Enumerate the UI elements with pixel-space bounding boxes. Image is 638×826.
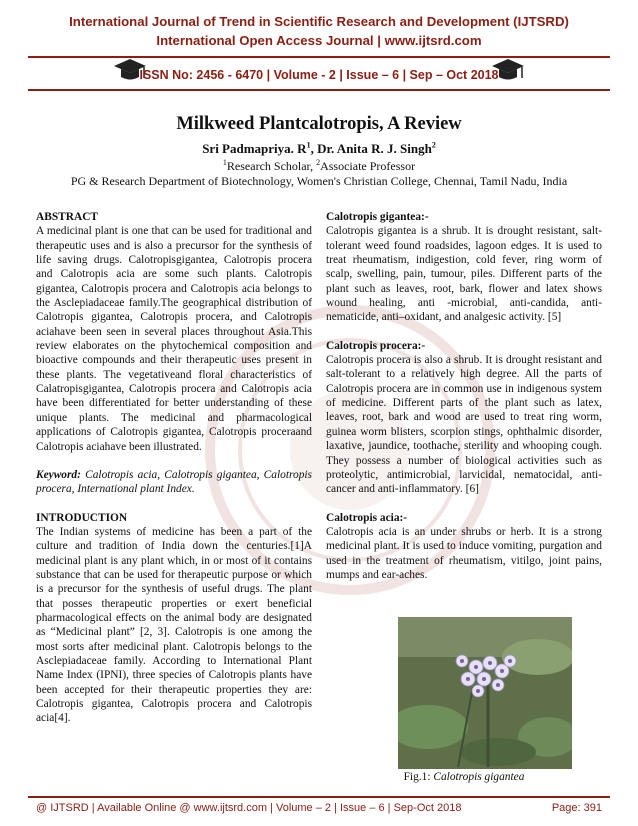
section-procera-text: Calotropis procera is also a shrub. It is drought resistant and salt-tolerant to a relatively high degree. All the parts of Calotropis procera are in common use in indigenous system of medicine. Different parts of the plant such as latex, leaves, root, bark and wood are used to treat ring worm, guinea worm blisters, scorpion stings, ophthalmic disorder, laxative, jaundice, toothache, sterility and whooping cough. They possess a number of biological activities such as proteolytic, antimicrobial, larvicidal, nematocidal, anti-cancer and anti-inflammatory. [6]	[326, 354, 602, 496]
author-2: Dr. Anita R. J. Singh	[317, 141, 432, 156]
section-acia-heading: Calotropis acia:-	[326, 511, 408, 524]
introduction-text: The Indian systems of medicine has been a part of the culture and tradition of India down the centuries.[1]A medicinal plant is any plant which, in or most of it contains substance that can be used for therapeutic purpose or which is a precursor for the synthesis of useful drugs. The plant that posses therapeutic properties or exert beneficial pharmacological effects on the animal body are designated as “Medicinal plant” [2, 3]. Calotropis is one among the most sorts after medicinal plant. Calotropis belongs to the Asclepiadaceae family. According to International Plant Name Index (IPNI), three species of Calotropis plants have been accepted for their therapeutic properties they are: Calotropis gigantea, Calotropis procera and Calotropis acia[4].	[36, 525, 312, 725]
abstract-heading: ABSTRACT	[36, 211, 99, 223]
page-number: Page: 391	[551, 802, 602, 814]
affiliation-roles	[0, 159, 638, 174]
page-footer	[36, 802, 602, 814]
footer-divider	[28, 796, 610, 798]
figure-caption	[326, 771, 602, 783]
figure-name: Calotropis gigantea	[433, 771, 525, 783]
figure-label: Fig.1:	[403, 771, 434, 783]
abstract-text: A medicinal plant is one that can be used for traditional and therapeutic uses and is also a precursor for the synthesis of life saving drugs. Calotropisgigantea, Calotropis procera and Calotropis acia are some such plants. Calotropis gigantea, Calotropis procera and Calotropis acia belongs to the Asclepiadaceae family.The geographical distribution of Calotropis gigantea, Calotropis procera, and Calotropis aciahave been seen in several places throughout Asia.This review elaborates on the phytochemical composition and bioactive compounds and their therapeutic uses present in these plants. The vegetativeand floral characteristics of Calatropisgigantea, Calotropis procera and Calotropis acia have been differentiated for better understanding of these unique plants. The medicinal and pharmacological applications of Calotropis gigantea, Calotropis proceraand Calotropis aciahave been illustrated.	[36, 225, 312, 453]
affil-sup-1: 1	[222, 158, 227, 167]
affil-role-1: Research Scholar,	[226, 159, 317, 173]
author-2-affil: 2	[431, 140, 436, 150]
paper-title: Milkweed Plantcalotropis, A Review	[176, 114, 462, 134]
author-sep: ,	[310, 141, 318, 156]
section-procera-heading: Calotropis procera:-	[326, 339, 426, 352]
affiliation-institution: PG & Research Department of Biotechnology, Women's Christian College, Chennai, Tamil Nadu, India	[70, 174, 568, 188]
section-gigantea-text: Calotropis gigantea is a shrub. It is drought resistant, salt-tolerant weed found roadsides, lagoon edges. It is used to treat rheumatism, indigestion, cold fever, ring worm of scalp, swelling, pain, tumour, piles. Different parts of the plant such as leaves, root, bark, flower and latex shows wound healing, anti -microbial, anti-candida, anti-nematicide, anti–oxidant, and analgesic activity. [5]	[326, 225, 602, 324]
section-gigantea-heading: Calotropis gigantea:-	[326, 211, 429, 223]
right-column	[326, 210, 602, 582]
journal-title: International Journal of Trend in Scientific Research and Development (IJTSRD)	[69, 14, 569, 29]
keywords	[36, 468, 312, 497]
footer-info: @ IJTSRD | Available Online @ www.ijtsrd.com | Volume – 2 | Issue – 6 | Sep-Oct 2018	[36, 802, 462, 814]
author-1-affil: 1	[306, 140, 311, 150]
affil-role-2: Associate Professor	[320, 159, 416, 173]
introduction-heading: INTRODUCTION	[36, 511, 128, 524]
author-line	[0, 141, 638, 157]
keyword-text: Calotropis acia, Calotropis gigantea, Calotropis procera, International plant Index.	[36, 468, 312, 496]
journal-header	[0, 0, 638, 96]
issn-line: ISSN No: 2456 - 6470 | Volume - 2 | Issue – 6 | Sep – Oct 2018	[139, 68, 499, 82]
affil-sup-2: 2	[316, 158, 321, 167]
left-column	[36, 210, 312, 726]
author-1: Sri Padmapriya. R	[202, 141, 307, 156]
header-divider-bottom	[28, 89, 610, 91]
section-acia-text: Calotropis acia is an under shrubs or herb. It is a strong medicinal plant. It is used to induce vomiting, purgation and used in the treatment of rheumatism, vitilgo, joint pains, mumps and ear-aches.	[326, 525, 602, 581]
journal-subtitle: International Open Access Journal | www.ijtsrd.com	[156, 33, 482, 48]
calotropis-gigantea-photo	[398, 617, 572, 769]
keyword-label: Keyword:	[36, 468, 81, 481]
